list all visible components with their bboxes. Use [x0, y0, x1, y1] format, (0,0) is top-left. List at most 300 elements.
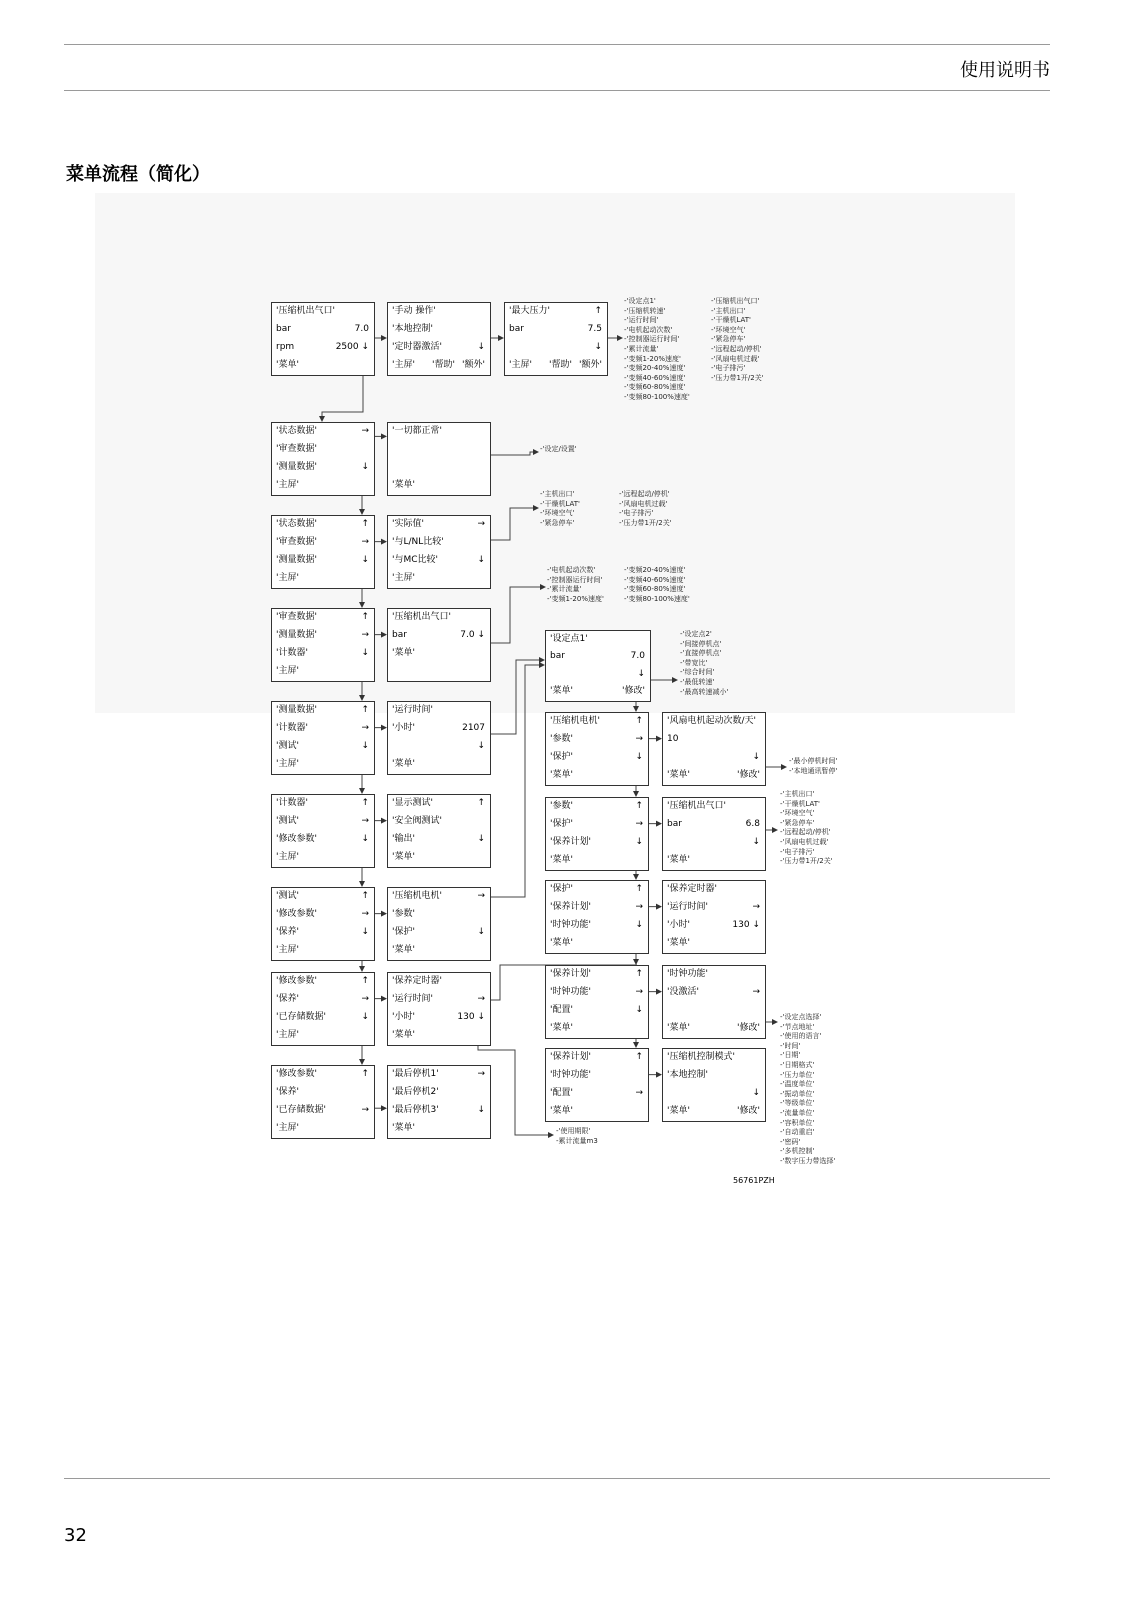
page-number: 32	[64, 1525, 87, 1546]
parameter-list-item: -'累计流量'	[624, 344, 659, 353]
screen-text: '计数器'	[276, 648, 308, 658]
parameter-list-n-io-b	[619, 490, 672, 528]
parameter-list-item: -'控制器运行时间'	[547, 575, 603, 584]
screen-text: '保养计划'	[550, 902, 591, 912]
screen-text: 130 ↓	[732, 920, 760, 930]
screen-text: '本地控制'	[392, 324, 433, 334]
parameter-list-item: -'环境空气'	[711, 325, 746, 334]
parameter-list-item: -'变频1-20%速度'	[547, 594, 604, 603]
parameter-list-item: -'变频40-60%速度'	[624, 575, 686, 584]
parameter-list-item: -'远程起动/停机'	[619, 490, 670, 498]
screen-text: '保养定时器'	[392, 976, 442, 986]
parameter-list-item: -'电机起动次数'	[547, 566, 596, 574]
parameter-list-item: -'压力带1开/2关'	[619, 518, 672, 527]
parameter-list-item: -'紧急停车'	[540, 518, 575, 527]
screen-text: ↑	[361, 891, 369, 901]
screen-text: '修改参数'	[276, 976, 317, 986]
parameter-list-item: -'多机控制'	[780, 1147, 815, 1156]
screen-text: '测试'	[276, 891, 299, 901]
screen-text: ↑	[361, 705, 369, 715]
screen-text: ↑	[635, 801, 643, 811]
screen-text: '时钟功能'	[550, 920, 591, 930]
menu-screen-c1r	[662, 712, 766, 786]
screen-text: ↑	[361, 612, 369, 622]
parameter-list-item: -'节点地址'	[780, 1022, 815, 1031]
home-to-menu-arrow	[322, 374, 363, 421]
screen-text: '额外'	[462, 360, 485, 370]
menu-screen-m6r	[387, 887, 491, 961]
document-header-title: 使用说明书	[960, 60, 1050, 81]
parameter-list-item: -'最小停机时间'	[789, 757, 838, 765]
parameter-list-n-top1	[624, 297, 690, 403]
screen-text: '最大压力'	[509, 306, 550, 316]
screen-text: ↓	[594, 342, 602, 352]
screen-text: →	[477, 891, 485, 901]
screen-text: 130 ↓	[457, 1012, 485, 1022]
footer-rule	[64, 1478, 1050, 1479]
screen-text: '菜单'	[667, 938, 690, 948]
screen-text: '时钟功能'	[667, 969, 708, 979]
screen-text: '主屏'	[392, 573, 415, 583]
menu-screen-m7	[271, 972, 375, 1046]
screen-text: '菜单'	[276, 360, 299, 370]
screen-text: '时钟功能'	[550, 1070, 591, 1080]
parameter-list-item: -'运行时间'	[624, 316, 659, 325]
menu-screen-m1	[271, 422, 375, 496]
screen-text: ↑	[635, 969, 643, 979]
screen-text: '帮助'	[549, 360, 572, 370]
screen-text: '测量数据'	[276, 630, 317, 640]
screen-text: '保养计划'	[550, 1052, 591, 1062]
menu-screen-maxp	[504, 302, 608, 376]
menu-screen-m7r	[387, 972, 491, 1046]
screen-text: ↑	[361, 976, 369, 986]
screen-text: '菜单'	[392, 852, 415, 862]
screen-text: '保养定时器'	[667, 884, 717, 894]
parameter-list-item: -'电子排污'	[780, 847, 815, 856]
screen-text: 7.0 ↓	[460, 630, 485, 640]
screen-text: ↓	[752, 837, 760, 847]
screen-text: '小时'	[392, 723, 415, 733]
screen-text: '压缩机出气口'	[392, 612, 451, 622]
parameter-list-item: -'等级单位'	[780, 1099, 815, 1108]
menu-screen-m5	[271, 794, 375, 868]
parameter-list-item: -'电子排污'	[711, 364, 746, 373]
menu-screen-m1r	[387, 422, 491, 496]
parameter-list-item: -'密码'	[780, 1137, 801, 1146]
screen-text: '压缩机出气口'	[276, 306, 335, 316]
parameter-list-item: -'紧急停车'	[780, 818, 815, 827]
screen-text: '菜单'	[392, 1123, 415, 1133]
parameter-list-item: -累计流量m3	[556, 1136, 598, 1145]
parameter-list-item: -'电机起动次数'	[624, 325, 673, 334]
parameter-list-n-prot	[780, 790, 833, 867]
parameter-list-item: -'最低转速'	[680, 677, 715, 686]
screen-text: ↑	[635, 884, 643, 894]
screen-text: '主屏'	[276, 1123, 299, 1133]
parameter-list-item: -'变频1-20%速度'	[624, 354, 681, 363]
screen-text: ↓	[361, 741, 369, 751]
screen-text: '运行时间'	[392, 705, 433, 715]
screen-text: '压缩机电机'	[392, 891, 442, 901]
parameter-list-item: -'变频60-80%速度'	[624, 383, 686, 392]
screen-text: '测试'	[276, 741, 299, 751]
screen-text: '测量数据'	[276, 705, 317, 715]
parameter-list-item: -'数字压力带选择'	[780, 1156, 836, 1165]
screen-text: →	[361, 816, 369, 826]
screen-text: '实际值'	[392, 519, 424, 529]
screen-text: '最后停机1'	[392, 1069, 439, 1079]
screen-text: →	[635, 734, 643, 744]
parameter-list-item: -'干燥机LAT'	[711, 316, 751, 325]
screen-text: ↓	[477, 342, 485, 352]
screen-text: bar	[392, 630, 407, 640]
screen-text: →	[361, 994, 369, 1004]
screen-text: '保养计划'	[550, 969, 591, 979]
screen-text: ↓	[637, 668, 645, 679]
parameter-list-item: -'变频40-60%速度'	[624, 373, 686, 382]
screen-text: '菜单'	[392, 1030, 415, 1040]
screen-text: ↓	[361, 834, 369, 844]
screen-text: ↑	[361, 1069, 369, 1079]
parameter-list-n-top2	[711, 297, 764, 383]
screen-text: '主屏'	[276, 759, 299, 769]
screen-text: ↓	[477, 927, 485, 937]
screen-text: '参数'	[550, 734, 573, 744]
menu-screen-c3	[545, 880, 649, 954]
menu-screen-m5r	[387, 794, 491, 868]
menu-screen-m4r	[387, 701, 491, 775]
parameter-list-item: -'环境空气'	[540, 509, 575, 518]
screen-text: '菜单'	[550, 770, 573, 780]
parameter-list-item: -'干燥机LAT'	[540, 499, 580, 508]
screen-text: '主屏'	[276, 1030, 299, 1040]
screen-text: →	[361, 630, 369, 640]
screen-text: ↑	[361, 798, 369, 808]
screen-text: '风扇电机起动次数/天'	[667, 716, 756, 726]
screen-text: '计数器'	[276, 723, 308, 733]
screen-text: '保护'	[550, 884, 573, 894]
screen-text: ↓	[477, 1105, 485, 1115]
screen-text: bar	[667, 819, 682, 829]
parameter-list-item: -'压缩机出气口'	[711, 297, 760, 305]
screen-text: '已存储数据'	[276, 1105, 326, 1115]
screen-text: ↓	[635, 1005, 643, 1015]
screen-text: '计数器'	[276, 798, 308, 808]
menu-screen-m8r	[387, 1065, 491, 1139]
screen-text: '修改参数'	[276, 834, 317, 844]
screen-text: '测试'	[276, 816, 299, 826]
screen-text: 7.0	[630, 651, 645, 662]
runtime-to-setpoint-arrow	[489, 660, 544, 734]
screen-text: '与L/NL比较'	[392, 537, 444, 547]
parameter-list-item: -'温度单位'	[780, 1080, 815, 1089]
menu-screen-m8	[271, 1065, 375, 1139]
parameter-list-item: -'远程起动/停机'	[711, 344, 762, 353]
menu-screen-m3r	[387, 608, 491, 682]
screen-text: '主屏'	[276, 573, 299, 583]
menu-screen-sp1	[545, 630, 651, 702]
screen-text: '一切都正常'	[392, 426, 442, 436]
menu-screen-c3r	[662, 880, 766, 954]
screen-text: '配置'	[550, 1005, 573, 1015]
parameter-list-item: -'压缩机转速'	[624, 306, 666, 315]
parameter-list-item: -'压力单位'	[780, 1070, 815, 1079]
screen-text: '测量数据'	[276, 462, 317, 472]
screen-text: '菜单'	[550, 855, 573, 865]
screen-text: '主屏'	[276, 852, 299, 862]
parameter-list-item: -'设定点1'	[624, 297, 656, 305]
screen-text: '最后停机3'	[392, 1105, 439, 1115]
parameter-list-item: -'压力带1开/2关'	[711, 373, 764, 382]
screen-text: ↑	[594, 306, 602, 316]
screen-text: '修改参数'	[276, 909, 317, 919]
screen-text: '菜单'	[667, 855, 690, 865]
screen-text: '审查数据'	[276, 537, 317, 547]
parameter-list-item: -'主机出口'	[711, 306, 746, 315]
screen-text: '菜单'	[550, 1106, 573, 1116]
screen-text: '最后停机2'	[392, 1087, 439, 1097]
screen-text: →	[477, 1069, 485, 1079]
parameter-list-n-cfg	[780, 1013, 835, 1167]
screen-text: ↑	[635, 716, 643, 726]
screen-text: '状态数据'	[276, 519, 317, 529]
screen-text: '配置'	[550, 1088, 573, 1098]
menu-screen-c2r	[662, 797, 766, 871]
parameter-list-item: -'综合时间'	[680, 668, 715, 677]
screen-text: '参数'	[550, 801, 573, 811]
parameter-list-item: -'本地通讯暂停'	[789, 766, 838, 775]
screen-text: '修改'	[737, 770, 760, 780]
screen-text: '测量数据'	[276, 555, 317, 565]
screen-text: '审查数据'	[276, 444, 317, 454]
screen-text: '菜单'	[667, 770, 690, 780]
parameter-list-item: -'压力带1开/2关'	[780, 857, 833, 866]
menu-screen-c1	[545, 712, 649, 786]
screen-text: '保护'	[392, 927, 415, 937]
parameter-list-item: -'设定/设置'	[540, 445, 577, 453]
screen-text: '保养'	[276, 927, 299, 937]
screen-text: '保护'	[550, 819, 573, 829]
screen-text: '本地控制'	[667, 1070, 708, 1080]
parameter-list-item: -'容积单位'	[780, 1118, 815, 1127]
screen-text: ↓	[752, 752, 760, 762]
screen-text: '审查数据'	[276, 612, 317, 622]
screen-text: '设定点1'	[550, 633, 588, 644]
parameter-list-item: -'日期格式'	[780, 1060, 815, 1069]
screen-text: 10	[667, 734, 679, 744]
parameter-list-item: -'振动单位'	[780, 1089, 815, 1098]
parameter-list-item: -'控制器运行时间'	[624, 335, 680, 344]
screen-text: →	[477, 519, 485, 529]
menu-screen-c2	[545, 797, 649, 871]
measure-to-counter-arrow	[489, 587, 545, 643]
parameter-list-n-set	[540, 445, 577, 455]
parameter-list-item: -'直接停机点'	[680, 649, 722, 658]
screen-text: '主屏'	[276, 945, 299, 955]
screen-text: '压缩机电机'	[550, 716, 600, 726]
status-to-setting-arrow	[489, 452, 538, 455]
screen-text: →	[361, 537, 369, 547]
screen-text: '参数'	[392, 909, 415, 919]
screen-text: '定时器激活'	[392, 342, 442, 352]
screen-text: '显示测试'	[392, 798, 433, 808]
screen-text: ↓	[361, 555, 369, 565]
parameter-list-item: -'变频80-100%速度'	[624, 392, 690, 401]
menu-screen-c4r	[662, 965, 766, 1039]
screen-text: '没激活'	[667, 987, 699, 997]
parameter-list-item: -'最高转速减小'	[680, 687, 729, 696]
screen-text: →	[361, 1105, 369, 1115]
menu-screen-m6	[271, 887, 375, 961]
parameter-list-item: -'电子排污'	[619, 509, 654, 518]
screen-text: 7.5	[587, 324, 602, 334]
parameter-list-item: -'使用的语言'	[780, 1032, 822, 1041]
diagram-code: 56761PZH	[733, 1176, 775, 1185]
screen-text: ↓	[635, 920, 643, 930]
parameter-list-item: -'日期'	[780, 1051, 801, 1060]
screen-text: '菜单'	[392, 945, 415, 955]
parameter-list-n-io-a	[540, 490, 580, 528]
menu-screen-c5r	[662, 1048, 766, 1122]
screen-text: '菜单'	[550, 686, 573, 697]
screen-text: ↓	[477, 555, 485, 565]
screen-text: →	[635, 902, 643, 912]
parameter-list-item: -'设定点选择'	[780, 1013, 822, 1021]
screen-text: '小时'	[392, 1012, 415, 1022]
screen-text: 6.8	[745, 819, 760, 829]
parameter-list-item: -'风扇电机过载'	[711, 354, 760, 363]
parameter-list-item: -'变频20-40%速度'	[624, 364, 686, 373]
screen-text: '手动 操作'	[392, 306, 436, 316]
screen-text: →	[635, 1088, 643, 1098]
menu-screen-c5	[545, 1048, 649, 1122]
screen-text: →	[635, 819, 643, 829]
screen-text: '菜单'	[392, 480, 415, 490]
parameter-list-item: -'环境空气'	[780, 809, 815, 818]
screen-text: '菜单'	[550, 938, 573, 948]
screen-text: '修改'	[622, 686, 645, 697]
screen-text: 2107	[462, 723, 485, 733]
menu-screen-m2	[271, 515, 375, 589]
parameter-list-item: -'干燥机LAT'	[780, 799, 820, 808]
parameter-list-item: -'变频20-40%速度'	[624, 566, 686, 574]
screen-text: '主屏'	[276, 480, 299, 490]
screen-text: ↓	[361, 1012, 369, 1022]
screen-text: '主屏'	[509, 360, 532, 370]
screen-text: '运行时间'	[667, 902, 708, 912]
parameter-list-item: -'设定点2'	[680, 630, 712, 638]
screen-text: '与MC比较'	[392, 555, 438, 565]
parameter-list-item: -'变频80-100%速度'	[624, 594, 690, 603]
screen-text: '保护'	[550, 752, 573, 762]
parameter-list-n-fan	[789, 757, 837, 776]
screen-text: '保养'	[276, 994, 299, 1004]
screen-text: '状态数据'	[276, 426, 317, 436]
screen-text: '额外'	[579, 360, 602, 370]
screen-text: '输出'	[392, 834, 415, 844]
screen-text: →	[752, 902, 760, 912]
section-title: 菜单流程（简化）	[66, 164, 210, 185]
screen-text: ↑	[477, 798, 485, 808]
parameter-list-item: -'流量单位'	[780, 1108, 815, 1117]
menu-screen-c4	[545, 965, 649, 1039]
screen-text: 7.0	[354, 324, 369, 334]
screen-text: ↓	[361, 927, 369, 937]
parameter-list-item: -'主机出口'	[780, 790, 815, 798]
screen-text: ↓	[361, 462, 369, 472]
screen-text: '已存储数据'	[276, 1012, 326, 1022]
screen-text: '压缩机出气口'	[667, 801, 726, 811]
parameter-list-item: -'风扇电机过载'	[619, 499, 668, 508]
screen-text: '菜单'	[392, 648, 415, 658]
screen-text: ↓	[635, 752, 643, 762]
screen-text: '保养计划'	[550, 837, 591, 847]
parameter-list-n-stor	[556, 1127, 598, 1146]
screen-text: '时钟功能'	[550, 987, 591, 997]
parameter-list-item: -'风扇电机过载'	[780, 837, 829, 846]
screen-text: '修改'	[737, 1106, 760, 1116]
screen-text: '修改参数'	[276, 1069, 317, 1079]
screen-text: rpm	[276, 342, 295, 352]
screen-text: '修改'	[737, 1023, 760, 1033]
screen-text: '小时'	[667, 920, 690, 930]
actual-to-io-arrow	[489, 508, 538, 540]
screen-text: ↑	[635, 1052, 643, 1062]
screen-text: →	[361, 723, 369, 733]
screen-text: '压缩机控制模式'	[667, 1052, 735, 1062]
screen-text: →	[477, 994, 485, 1004]
screen-text: '帮助'	[432, 360, 455, 370]
screen-text: ↓	[361, 648, 369, 658]
menu-screen-home	[271, 302, 375, 376]
menu-screen-manual	[387, 302, 491, 376]
parameter-list-item: -'累计流量'	[547, 585, 582, 594]
screen-text: →	[361, 909, 369, 919]
menu-screen-m4	[271, 701, 375, 775]
parameter-list-item: -'主机出口'	[540, 490, 575, 498]
screen-text: '运行时间'	[392, 994, 433, 1004]
parameter-list-n-sp	[680, 630, 728, 697]
menu-screen-m3	[271, 608, 375, 682]
parameter-list-item: -'带宽比'	[680, 658, 708, 667]
screen-text: '菜单'	[392, 759, 415, 769]
parameter-list-item: -'变频60-80%速度'	[624, 585, 686, 594]
parameter-list-item: -'间接停机点'	[680, 639, 722, 648]
menu-screen-m2r	[387, 515, 491, 589]
screen-text: →	[635, 987, 643, 997]
screen-text: ↑	[361, 519, 369, 529]
parameter-list-item: -'时间'	[780, 1041, 801, 1050]
screen-text: '菜单'	[667, 1023, 690, 1033]
screen-text: '菜单'	[667, 1106, 690, 1116]
screen-text: '菜单'	[550, 1023, 573, 1033]
parameter-list-n-cnt-b	[624, 566, 690, 604]
screen-text: '主屏'	[276, 666, 299, 676]
screen-text: ↓	[477, 741, 485, 751]
screen-text: bar	[550, 651, 565, 662]
screen-text: →	[361, 426, 369, 436]
screen-text: bar	[276, 324, 291, 334]
parameter-list-item: -'紧急停车'	[711, 335, 746, 344]
screen-text: '安全阀测试'	[392, 816, 442, 826]
parameter-list-item: -'自动重启'	[780, 1128, 815, 1137]
parameter-list-n-cnt-a	[547, 566, 604, 604]
screen-text: ↓	[477, 834, 485, 844]
screen-text: 2500 ↓	[335, 342, 369, 352]
screen-text: ↓	[635, 837, 643, 847]
screen-text: ↓	[752, 1088, 760, 1098]
